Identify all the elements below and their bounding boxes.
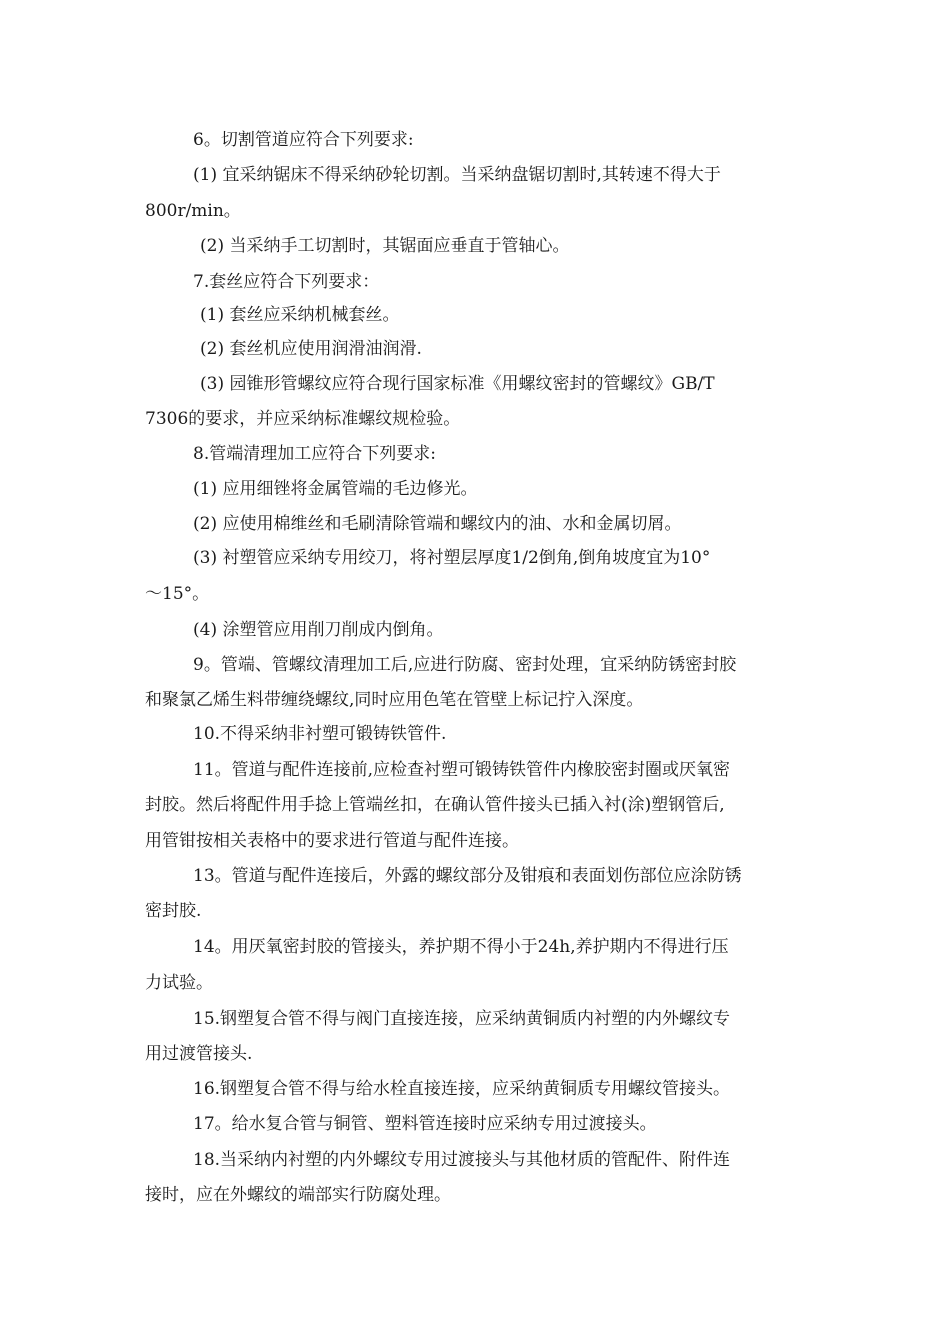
paragraph-9-line-1: 9。管端、管螺纹清理加工后,应进行防腐、密封处理，宜采纳防锈密封胶	[193, 655, 737, 675]
paragraph-8-3-line-1: (3) 衬塑管应采纳专用绞刀，将衬塑层厚度1/2倒角,倒角坡度宜为10°	[193, 548, 711, 568]
paragraph-11-line-2: 封胶。然后将配件用手捻上管端丝扣，在确认管件接头已插入衬(涂)塑钢管后,	[145, 795, 725, 815]
paragraph-11-line-3: 用管钳按相关表格中的要求进行管道与配件连接。	[145, 831, 519, 851]
paragraph-7-3-line-1: (3) 园锥形管螺纹应符合现行国家标准《用螺纹密封的管螺纹》GB/T	[200, 374, 715, 394]
paragraph-8-1-line-1: (1) 应用细锉将金属管端的毛边修光。	[193, 479, 478, 499]
paragraph-10-line-1: 10.不得采纳非衬塑可锻铸铁管件.	[193, 724, 447, 744]
paragraph-11-line-1: 11。管道与配件连接前,应检查衬塑可锻铸铁管件内橡胶密封圈或厌氧密	[193, 760, 731, 780]
paragraph-15-line-1: 15.钢塑复合管不得与阀门直接连接，应采纳黄铜质内衬塑的内外螺纹专	[193, 1009, 731, 1029]
paragraph-9-line-2: 和聚氯乙烯生料带缠绕螺纹,同时应用色笔在管壁上标记拧入深度。	[145, 690, 644, 710]
paragraph-8-3-line-2: ～15°。	[145, 584, 210, 604]
paragraph-8-4-line-1: (4) 涂塑管应用削刀削成内倒角。	[193, 620, 444, 640]
paragraph-6-2-line-1: (2) 当采纳手工切割时，其锯面应垂直于管轴心。	[200, 236, 570, 256]
paragraph-7-1-line-1: (1) 套丝应采纳机械套丝。	[200, 305, 400, 325]
paragraph-7-line-1: 7.套丝应符合下列要求：	[193, 272, 380, 292]
paragraph-17-line-1: 17。给水复合管与铜管、塑料管连接时应采纳专用过渡接头。	[193, 1114, 657, 1134]
paragraph-14-line-2: 力试验。	[145, 973, 213, 993]
paragraph-7-3-line-2: 7306的要求，并应采纳标准螺纹规检验。	[145, 409, 461, 429]
paragraph-8-2-line-1: (2) 应使用棉维丝和毛刷清除管端和螺纹内的油、水和金属切屑。	[193, 514, 682, 534]
paragraph-14-line-1: 14。用厌氧密封胶的管接头，养护期不得小于24h,养护期内不得进行压	[193, 937, 729, 957]
paragraph-7-2-line-1: (2) 套丝机应使用润滑油润滑.	[200, 339, 422, 359]
paragraph-8-line-1: 8.管端清理加工应符合下列要求:	[193, 444, 436, 464]
paragraph-13-line-2: 密封胶.	[145, 901, 202, 921]
paragraph-18-line-1: 18.当采纳内衬塑的内外螺纹专用过渡接头与其他材质的管配件、附件连	[193, 1150, 731, 1170]
paragraph-6-1-line-1: (1) 宜采纳锯床不得采纳砂轮切割。当采纳盘锯切割时,其转速不得大于	[193, 165, 721, 185]
paragraph-18-line-2: 接时，应在外螺纹的端部实行防腐处理。	[145, 1185, 451, 1205]
paragraph-13-line-1: 13。管道与配件连接后，外露的螺纹部分及钳痕和表面划伤部位应涂防锈	[193, 866, 742, 886]
paragraph-6-1-line-2: 800r/min。	[145, 201, 241, 221]
paragraph-15-line-2: 用过渡管接头.	[145, 1044, 253, 1064]
paragraph-16-line-1: 16.钢塑复合管不得与给水栓直接连接，应采纳黄铜质专用螺纹管接头。	[193, 1079, 731, 1099]
paragraph-6-line-1: 6。切割管道应符合下列要求:	[193, 130, 414, 150]
